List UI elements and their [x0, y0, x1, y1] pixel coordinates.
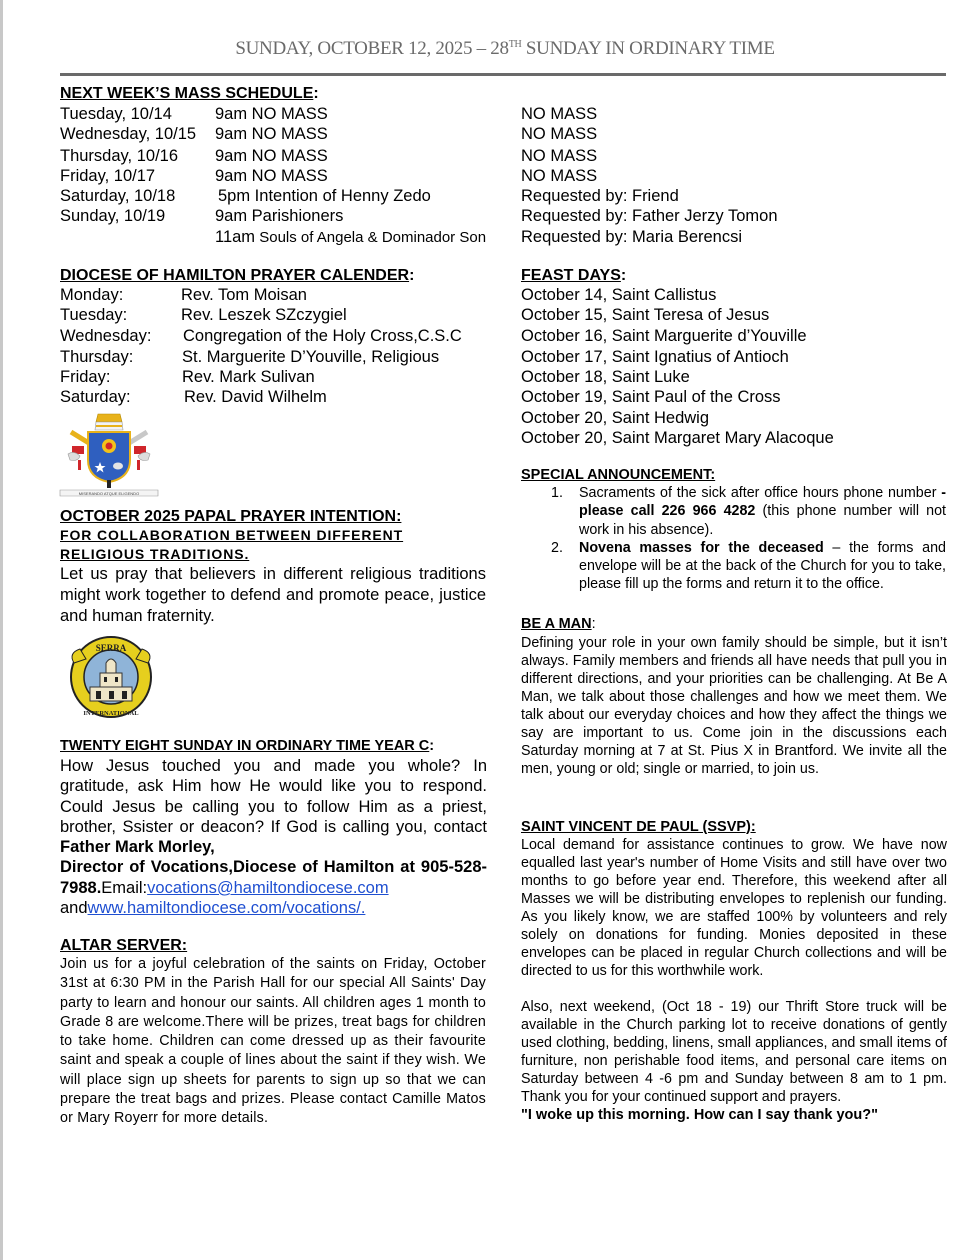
header-occasion: SUNDAY IN ORDINARY TIME [521, 38, 775, 59]
feast-day-text: October 19, Saint Paul of the Cross [521, 388, 781, 407]
feast-day-text: October 20, Saint Margaret Mary Alacoque [521, 429, 834, 448]
altar-server-heading: ALTAR SERVER: [60, 937, 188, 954]
vocations-body [60, 756, 487, 918]
prayer-row [60, 285, 510, 305]
mass-intention: Souls of Angela & Dominador Son [255, 228, 487, 246]
vocations-text: How Jesus touched you and made you whole? In gratitude, ask Him how He would like you to respond. Could Jesus be calling you to follow Him as a priest, brother, Ssister or deacon? If God is calling you, contact [60, 757, 487, 836]
feast-day-item [521, 285, 961, 305]
prayer-day: Saturday: [60, 388, 131, 407]
mass-requested-by: Requested by: Father Jerzy Tomon [521, 207, 778, 226]
ssvp-closing-quote: "I woke up this morning. How can I say thank you?" [521, 1107, 878, 1123]
serra-logo-bottom-text: INTERNATIONAL [83, 710, 139, 717]
header-date: SUNDAY, OCTOBER 12, 2025 – 28 [235, 38, 509, 59]
announcement-list [521, 484, 946, 594]
feast-day-text: October 16, Saint Marguerite d’Youville [521, 326, 807, 345]
prayer-name: Rev. David Wilhelm [184, 388, 327, 407]
item-text: (this phone number will not work in his absence). [579, 503, 946, 538]
ssvp-body-funding: Local demand for assistance continues to grow. We have now equalled last year's number of Home Visits and still have over two months to go before year end. Therefore, this weekend after all Masses we will be distributing envelopes to replenish our funding. As you likely know, we are staffed 100% by volunteers and rely solely on donations for funding. Monies deposited in these envelopes can be placed in regular Church collections and will be directed to us for this worthwhile work. [521, 837, 947, 979]
email-label: Email: [101, 878, 148, 897]
mass-schedule-section [60, 84, 960, 247]
feast-day-item [521, 347, 961, 367]
mass-row [60, 227, 960, 247]
mass-row [60, 186, 960, 206]
be-a-man-body: Defining your role in your own family should be simple, but it isn’t always. Family members and friends all have needs that pull you in different directions, and your priorities can be challenging. At Be A Man, we talk about those challenges and how we meet them. We talk about our everyday choices and how they affect the things we say are important to us. Come join in the discussions each Saturday morning at 7 at St. Pius X in Brantford. We invite all the men, young or old; single or married, to join us. [521, 635, 947, 777]
feast-days-section [521, 266, 961, 448]
mass-row [60, 166, 960, 186]
announcement-item [521, 539, 946, 594]
item-text: Sacraments of the sick after office hours phone number [579, 485, 942, 501]
item-number: 1. [551, 485, 563, 501]
item-number: 2. [551, 539, 563, 556]
feast-day-text: October 14, Saint Callistus [521, 286, 717, 304]
mass-time-intention: 9am NO MASS [215, 125, 328, 144]
prayer-row [60, 387, 510, 407]
altar-server-section [60, 936, 486, 1129]
feast-day-item [521, 367, 961, 387]
feast-day-item [521, 428, 961, 448]
heading-colon: : [313, 85, 319, 102]
prayer-name: Congregation of the Holy Cross,C.S.C [183, 326, 462, 345]
papal-intention-section [60, 507, 486, 627]
prayer-day: Thursday: [60, 347, 134, 366]
feast-day-text: October 18, Saint Luke [521, 368, 690, 387]
heading-colon: : [409, 267, 415, 284]
mass-requested-by: Requested by: Friend [521, 187, 679, 206]
vocations-email-link[interactable]: vocations@hamiltondiocese.com [147, 878, 389, 897]
mass-day: Thursday, 10/16 [60, 146, 179, 165]
mass-row [60, 104, 960, 124]
mass-day: Sunday, 10/19 [60, 207, 166, 226]
papal-intention-heading: OCTOBER 2025 PAPAL PRAYER INTENTION: [60, 508, 402, 525]
mass-requested-by: NO MASS [521, 125, 598, 144]
ssvp-heading: SAINT VINCENT DE PAUL (SSVP): [521, 819, 756, 835]
feast-day-text: October 20, Saint Hedwig [521, 408, 710, 427]
prayer-row [60, 367, 510, 387]
papal-intention-subheading: FOR COLLABORATION BETWEEN DIFFERENT RELIGIOUS TRADITIONS. [60, 527, 404, 562]
prayer-day: Wednesday: [60, 326, 152, 345]
serra-logo-top-text: SERRA [95, 643, 127, 653]
mass-time-intention: 9am NO MASS [215, 146, 328, 165]
mass-day: Wednesday, 10/15 [60, 125, 197, 144]
mass-schedule-heading: NEXT WEEK’S MASS SCHEDULE [60, 85, 314, 102]
prayer-calendar-heading: DIOCESE OF HAMILTON PRAYER CALENDER [60, 267, 410, 284]
prayer-day: Monday: [60, 286, 124, 304]
mass-time-intention: 5pm Intention of Henny Zedo [218, 187, 431, 206]
mass-time-intention: 9am NO MASS [215, 105, 328, 123]
prayer-name: St. Marguerite D’Youville, Religious [182, 347, 440, 366]
altar-server-body: Join us for a joyful celebration of the saints on Friday, October 31st at 6:30 PM in the Parish Hall for our special All Saints' Day party to learn and honour our saints. All children ages 1 month to Grade 8 are welcome.There will be prizes, treat bags for children to take home. Children can come dressed up as their favourite saint and speak a couple of lines about the saint if they wish. We will place sign up sheets for parents to sign up so that we can prepare the treat bags and prizes. Please contact Camille Matos or Mary Royerr for more details. [60, 956, 486, 1127]
phone-number: - please call 226 966 4282 [579, 485, 946, 520]
ssvp-section [521, 819, 947, 1124]
item-bold-text: Novena masses for the deceased [579, 539, 824, 556]
heading-colon: : [620, 267, 627, 284]
crest-motto: MISERANDO ATQUE ELIGENDO [78, 491, 140, 496]
prayer-calendar-section [60, 266, 510, 408]
and-label: and [60, 899, 88, 918]
mass-time-intention [215, 227, 486, 248]
mass-row [60, 146, 960, 166]
papal-intention-body: Let us pray that believers in different religious traditions might work together to defend and promote peace, justice and human fraternity. [60, 565, 486, 625]
feast-day-item [521, 305, 961, 325]
papal-coat-of-arms-icon [56, 410, 162, 498]
mass-requested-by: NO MASS [521, 166, 598, 185]
item-text: – the forms and envelope will be at the back of the Church for you to take, please fill up the forms and return it to the office. [579, 539, 946, 593]
prayer-name: Rev. Tom Moisan [181, 286, 307, 304]
feast-day-item [521, 387, 961, 407]
feast-day-text: October 15, Saint Teresa of Jesus [521, 306, 770, 325]
vocations-heading: TWENTY EIGHT SUNDAY IN ORDINARY TIME YEAR C [60, 738, 430, 754]
prayer-day: Tuesday: [60, 306, 128, 325]
mass-day: Saturday, 10/18 [60, 187, 176, 206]
prayer-name: Rev. Mark Sulivan [182, 368, 315, 387]
prayer-row [60, 305, 510, 325]
announcement-item [521, 484, 946, 539]
page-left-border [0, 0, 3, 1260]
prayer-name: Rev. Leszek SZczygiel [181, 306, 347, 325]
mass-time-intention: 9am NO MASS [215, 166, 328, 185]
mass-day: Tuesday, 10/14 [60, 105, 172, 123]
mass-row [60, 206, 960, 226]
header-ordinal-suffix: TH [508, 39, 522, 50]
mass-requested-by: NO MASS [521, 105, 598, 123]
mass-time-intention: 9am Parishioners [215, 207, 344, 226]
vocations-contact-title: Director of Vocations,Diocese of Hamilton at 905-528-7988. [60, 858, 487, 897]
prayer-day: Friday: [60, 368, 111, 387]
header-divider [60, 73, 946, 76]
mass-time: 11am [215, 227, 256, 246]
feast-day-item [521, 408, 961, 428]
prayer-row [60, 326, 510, 346]
feast-day-item [521, 326, 961, 346]
vocations-contact-name: Father Mark Morley, [60, 838, 215, 857]
mass-day: Friday, 10/17 [60, 166, 156, 185]
heading-colon: : [591, 616, 596, 632]
special-announcement-heading: SPECIAL ANNOUNCEMENT: [521, 467, 716, 483]
vocations-website-link[interactable]: www.hamiltondiocese.com/vocations/. [87, 899, 366, 918]
be-a-man-section [521, 615, 947, 778]
prayer-row [60, 347, 510, 367]
feast-day-text: October 17, Saint Ignatius of Antioch [521, 347, 789, 366]
vocations-section [60, 737, 487, 918]
ssvp-body-thrift-store: Also, next weekend, (Oct 18 - 19) our Thrift Store truck will be available in the Church parking lot to receive donations of gently used clothing, bedding, linens, small appliances, and small items of furniture, non perishable food items, and personal care items on Saturday between 4 -6 pm and Sunday between 8 am to 1 pm. Thank you for your continued support and prayers. [521, 999, 947, 1105]
mass-requested-by: Requested by: Maria Berencsi [521, 227, 743, 246]
mass-requested-by: NO MASS [521, 146, 598, 165]
serra-international-logo-icon [66, 633, 158, 721]
feast-days-heading: FEAST DAYS [521, 267, 621, 284]
be-a-man-heading: BE A MAN [521, 616, 592, 632]
mass-row [60, 124, 960, 144]
special-announcement-section [521, 466, 946, 594]
bulletin-header [0, 38, 980, 60]
heading-colon: : [429, 738, 435, 754]
